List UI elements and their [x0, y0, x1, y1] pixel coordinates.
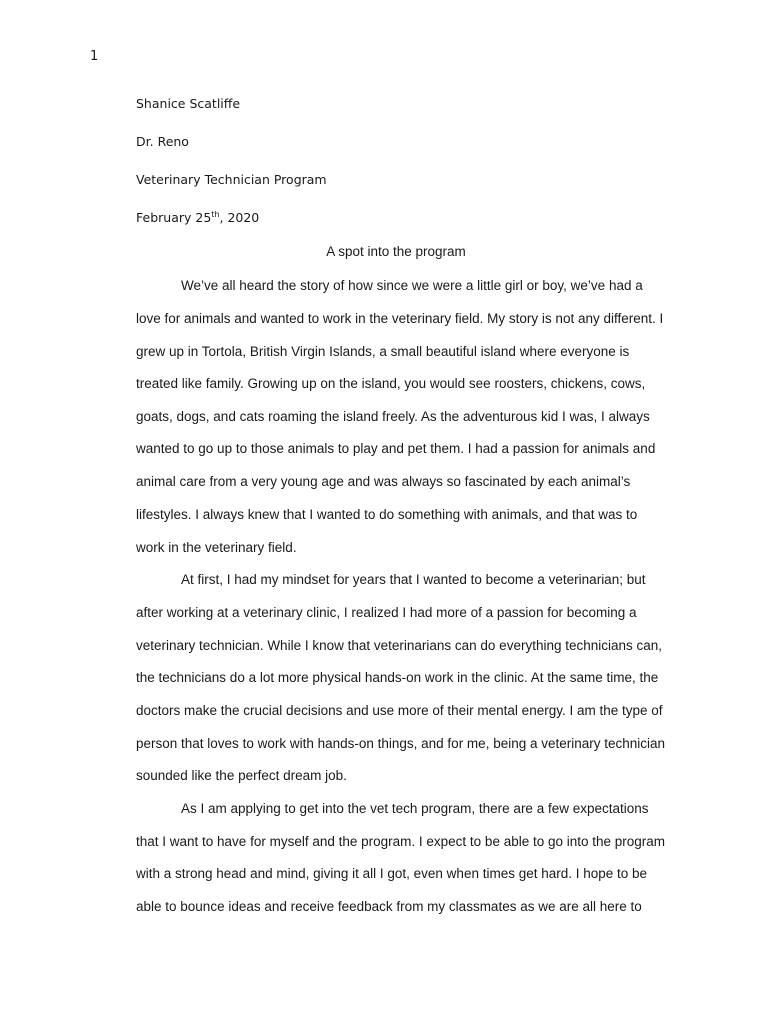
text-line: with a strong head and mind, giving it all I got, even when times get hard. I hope to be [136, 866, 648, 881]
text-line: wanted to go up to those animals to play and pet them. I had a passion for animals and [136, 441, 656, 456]
text-line: At first, I had my mindset for years that I wanted to become a veterinarian; but [181, 572, 646, 587]
text-line: sounded like the perfect dream job. [136, 768, 347, 783]
date-month-day: February 25 [136, 210, 212, 225]
text-line: work in the veterinary field. [136, 540, 297, 555]
text-line: doctors make the crucial decisions and use more of their mental energy. I am the type of [136, 703, 663, 718]
instructor-name: Dr. Reno [136, 134, 189, 149]
text-line: We’ve all heard the story of how since we were a little girl or boy, we’ve had a [181, 278, 643, 293]
text-line: love for animals and wanted to work in the veterinary field. My story is not any different. I [136, 311, 664, 326]
text-line: after working at a veterinary clinic, I realized I had more of a passion for becoming a [136, 605, 637, 620]
date-year: , 2020 [219, 210, 260, 225]
author-name: Shanice Scatliffe [136, 96, 241, 111]
text-line: able to bounce ideas and receive feedback from my classmates as we are all here to [136, 899, 642, 914]
text-line: that I want to have for myself and the program. I expect to be able to go into the program [136, 834, 666, 849]
text-line: As I am applying to get into the vet tech program, there are a few expectations [181, 801, 649, 816]
text-line: goats, dogs, and cats roaming the island freely. As the adventurous kid I was, I always [136, 409, 650, 424]
text-line: grew up in Tortola, British Virgin Islands, a small beautiful island where everyone is [136, 344, 630, 359]
date-ordinal-suffix: th [211, 209, 220, 219]
page-number: 1 [90, 49, 99, 64]
text-line: veterinary technician. While I know that veterinarians can do everything technicians can, [136, 638, 663, 653]
essay-title: A spot into the program [326, 244, 466, 259]
text-line: the technicians do a lot more physical hands-on work in the clinic. At the same time, the [136, 670, 659, 685]
text-line: person that loves to work with hands-on things, and for me, being a veterinary technician [136, 736, 666, 751]
text-line: lifestyles. I always knew that I wanted to do something with animals, and that was to [136, 507, 638, 522]
text-line: animal care from a very young age and was always so fascinated by each animal’s [136, 474, 631, 489]
course-name: Veterinary Technician Program [136, 172, 327, 187]
document-date [136, 210, 259, 225]
text-line: treated like family. Growing up on the island, you would see roosters, chickens, cows, [136, 376, 646, 391]
